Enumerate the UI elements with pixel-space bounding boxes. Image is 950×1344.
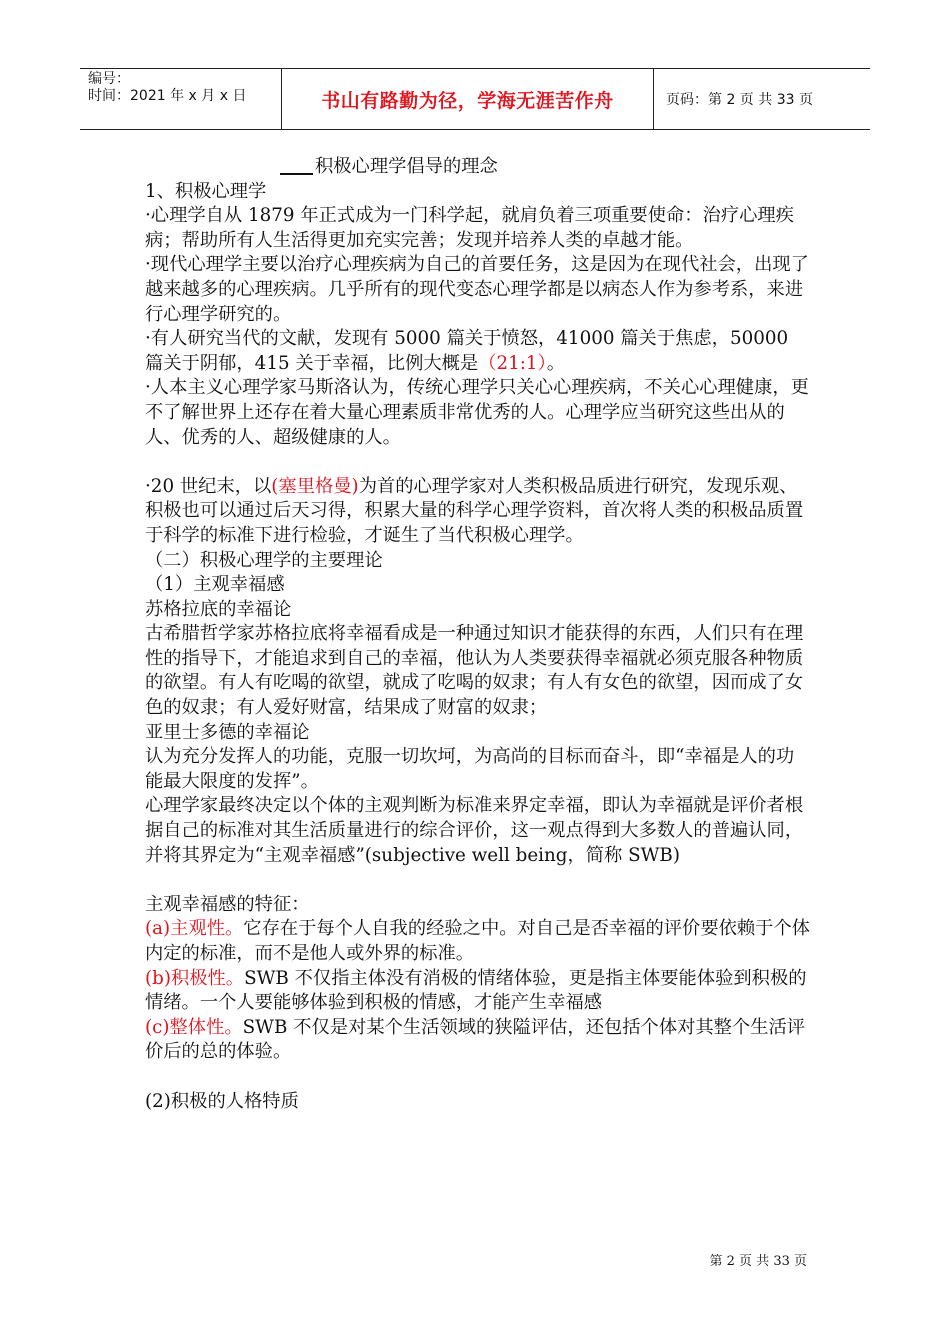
blank-line [145, 450, 810, 475]
feature-item [145, 967, 810, 1016]
paragraph [145, 327, 810, 376]
blank-line [145, 868, 810, 893]
paragraph: 认为充分发挥人的功能，克服一切坎坷，为高尚的目标而奋斗，即“幸福是人的功能最大限度的发挥”。 [145, 746, 795, 792]
feature-item [145, 1016, 810, 1065]
feature-item [145, 917, 810, 966]
ratio-highlight: （21:1） [478, 352, 547, 374]
paragraph: ·人本主义心理学家马斯洛认为，传统心理学只关心心理疾病，不关心心理健康，更不了解世界上还存在着大量心理素质非常优秀的人。心理学应当研究这些出从的人、优秀的人、超级健康的人。 [145, 377, 809, 448]
page-footer: 第 2 页 共 33 页 [709, 1254, 807, 1269]
feature-label: (c)整体性。 [145, 1016, 243, 1038]
page-header [80, 68, 870, 130]
subsection-heading: （1）主观幸福感 [145, 574, 285, 596]
blank-line [145, 1065, 810, 1090]
paragraph: 心理学家最终决定以个体的主观判断为标准来界定幸福，即认为幸福就是评价者根据自己的标准对其生活质量进行的综合评价，这一观点得到大多数人的普遍认同，并将其界定为“主观幸福感”(subjective well being，简称 SWB) [145, 795, 804, 866]
paragraph [145, 475, 810, 549]
paragraph-text: ·20 世纪末，以 [145, 475, 272, 497]
serial-label: 编号： [88, 71, 130, 87]
feature-label: (b)积极性。 [145, 967, 245, 989]
paragraph: 古希腊哲学家苏格拉底将幸福看成是一种通过知识才能获得的东西，人们只有在理性的指导下，才能追求到自己的幸福，他认为人类要获得幸福就必须克服各种物质的欲望。有人有吃喝的欲望，就成了吃喝的奴隶；有人有女色的欲望，因而成了女色的奴隶；有人爱好财富，结果成了财富的奴隶； [145, 623, 804, 719]
paragraph-text: ·有人研究当代的文献，发现有 5000 篇关于愤怒，41000 篇关于焦虑，50000 篇关于阴郁，415 关于幸福，比例大概是 [145, 328, 789, 374]
paragraph-text: 为首的心理学家对人类积极品质进行研究，发现乐观、积极也可以通过后天习得，积累大量的科学心理学资料，首次将人类的积极品质置于科学的标准下进行检验，才诞生了当代积极心理学。 [145, 475, 804, 546]
feature-label: (a)主观性。 [145, 918, 244, 940]
document-title: 积极心理学倡导的理念 [315, 156, 498, 177]
feature-text: 它存在于每个人自我的经验之中。对自己是否幸福的评价要依赖于个体内定的标准，而不是他人或外界的标准。 [145, 918, 811, 964]
header-page-label: 页码：第 2 页 共 33 页 [666, 92, 813, 108]
header-meta [80, 69, 282, 129]
topic-heading: 亚里士多德的幸福论 [145, 721, 310, 743]
name-highlight: (塞里格曼) [271, 475, 359, 497]
topic-heading: 主观幸福感的特征： [145, 893, 310, 915]
paragraph: ·心理学自从 1879 年正式成为一门科学起，就肩负着三项重要使命：治疗心理疾病；帮助所有人生活得更加充实完善；发现并培养人类的卓越才能。 [145, 205, 794, 251]
section-heading: 1、积极心理学 [145, 180, 267, 202]
document-body [145, 155, 810, 1114]
paragraph-text: 。 [546, 352, 565, 374]
document-title-line [145, 155, 810, 180]
topic-heading: 苏格拉底的幸福论 [145, 598, 292, 620]
section-heading: （二）积极心理学的主要理论 [145, 549, 383, 571]
time-label: 时间：2021 年 x 月 x 日 [88, 88, 247, 104]
header-motto: 书山有路勤为径，学海无涯苦作舟 [282, 69, 654, 129]
feature-text: SWB 不仅是对某个生活领域的狭隘评估，还包括个体对其整个生活评价后的总的体验。 [145, 1016, 806, 1063]
paragraph: ·现代心理学主要以治疗心理疾病为自己的首要任务，这是因为在现代社会，出现了越来越多的心理疾病。几乎所有的现代变态心理学都是以病态人作为参考系，来进行心理学研究的。 [145, 254, 809, 325]
subsection-heading: (2)积极的人格特质 [145, 1090, 299, 1112]
title-underline [280, 155, 313, 175]
feature-text: SWB 不仅指主体没有消极的情绪体验，更是指主体要能体验到积极的情绪。一个人要能够体验到积极的情感，才能产生幸福感 [145, 967, 807, 1014]
